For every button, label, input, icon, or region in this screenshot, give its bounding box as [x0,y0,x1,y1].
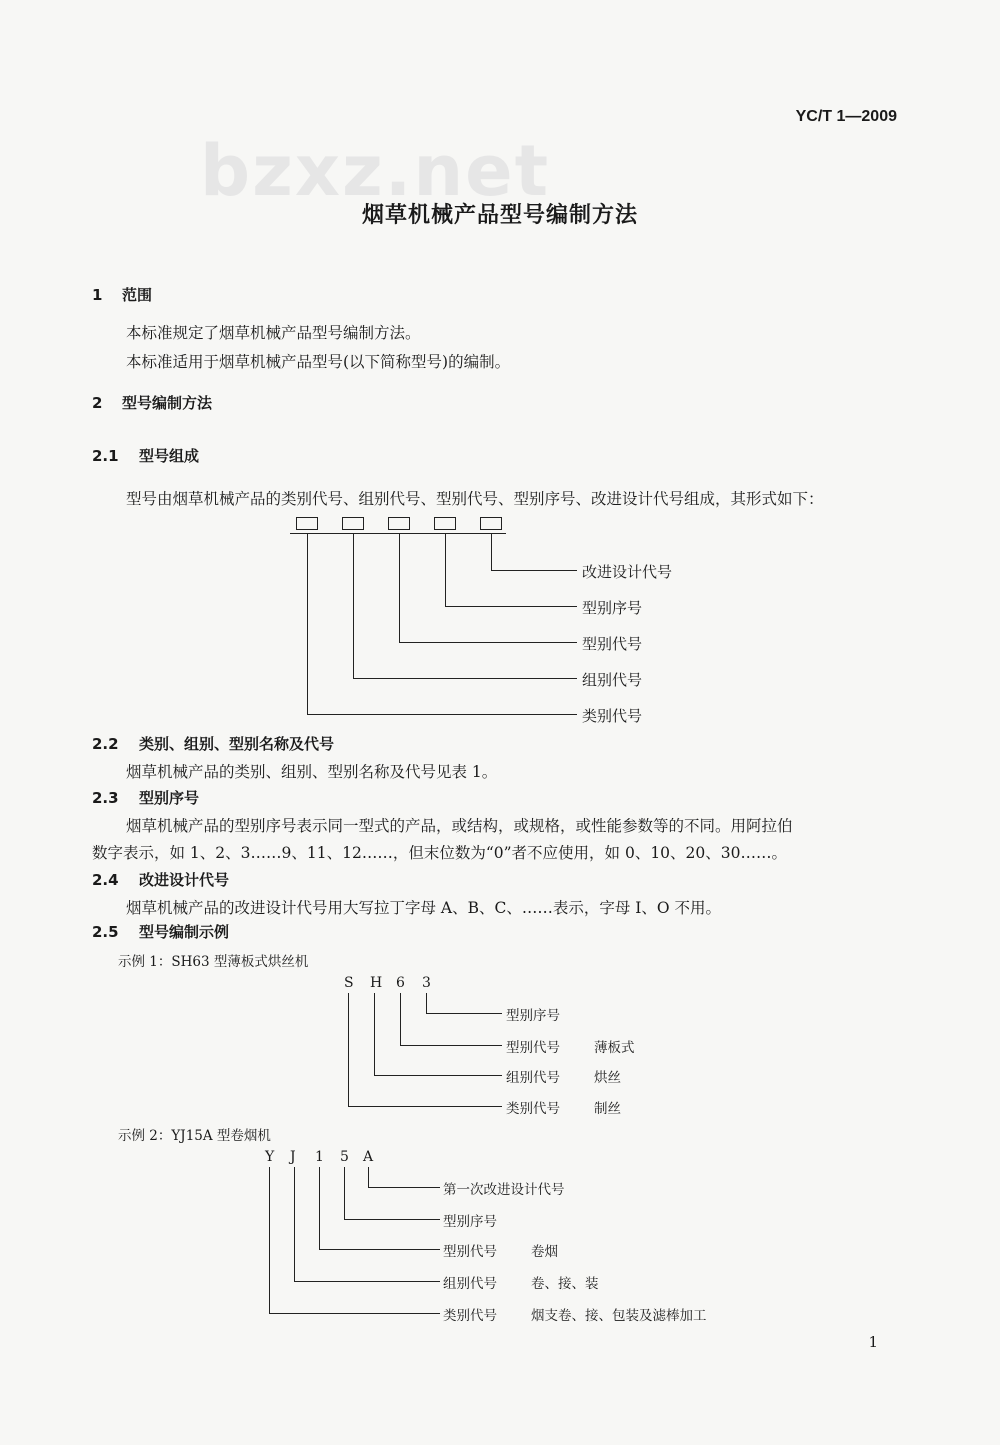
code-box [434,517,456,530]
section-number: 1 [92,286,103,304]
diagram-value: 卷、接、装 [531,1276,599,1292]
section-2-3-heading [92,787,199,808]
leader-line [374,1075,502,1076]
leader-line [445,606,577,607]
leader-line [344,1167,345,1219]
diagram-label: 组别代号 [506,1070,560,1086]
document-title: 烟草机械产品型号编制方法 [361,203,638,228]
section-1-heading [92,284,152,305]
section-number: 2.1 [92,447,119,465]
leader-line [348,993,349,1106]
section-title: 型号组成 [139,447,200,465]
diagram-label: 型别序号 [506,1008,560,1024]
code-char: 5 [340,1149,349,1165]
leader-line [269,1313,440,1314]
code-box [296,517,318,530]
box-underline [290,533,506,534]
code-char: 6 [396,975,405,991]
leader-line [319,1167,320,1249]
section-number: 2 [92,394,103,412]
leader-line [319,1249,440,1250]
diagram-label: 类别代号 [582,707,643,725]
diagram-value: 制丝 [594,1101,621,1117]
diagram-value: 烟支卷、接、包装及滤棒加工 [531,1308,707,1324]
leader-line [445,534,446,606]
diagram-label: 组别代号 [443,1276,497,1292]
section-number: 2.2 [92,735,119,753]
s23-paragraph-2: 数字表示，如 1、2、3……9、11、12……，但末位数为“0”者不应使用，如 0、10、20、30……。 [92,844,787,862]
diagram-value: 薄板式 [594,1040,635,1056]
leader-line [348,1106,502,1107]
leader-line [399,534,400,642]
leader-line [269,1167,270,1313]
code-char: A [363,1149,374,1165]
standard-code: YC/T 1—2009 [795,108,897,125]
section-2-2-heading [92,733,334,754]
section-number: 2.5 [92,923,119,941]
leader-line [491,570,577,571]
leader-line [374,993,375,1075]
leader-line [344,1219,440,1220]
diagram-value: 烘丝 [594,1070,621,1086]
watermark: bzxz.net [200,130,551,212]
diagram-value: 卷烟 [531,1244,558,1260]
section-title: 型号编制示例 [139,923,230,941]
s23-paragraph-1: 烟草机械产品的型别序号表示同一型式的产品，或结构，或规格，或性能参数等的不同。用阿拉伯 [126,817,793,835]
leader-line [368,1187,440,1188]
leader-line [491,534,492,570]
section-title: 型号编制方法 [122,394,213,412]
code-char: J [290,1149,296,1165]
section-title: 范围 [122,286,153,304]
section-2-4-heading [92,869,229,890]
leader-line [307,714,577,715]
leader-line [294,1281,440,1282]
s24-paragraph: 烟草机械产品的改进设计代号用大写拉丁字母 A、B、C、……表示，字母 I、O 不用。 [126,899,722,917]
section-2-5-heading [92,921,229,942]
page-number: 1 [868,1333,878,1351]
leader-line [353,678,577,679]
code-char: Y [265,1149,275,1165]
code-box [480,517,502,530]
code-char: 1 [315,1149,324,1165]
diagram-label: 型别序号 [443,1214,497,1230]
diagram-label: 型别序号 [582,599,643,617]
section-title: 型别序号 [139,789,200,807]
leader-line [399,642,577,643]
section-2-1-heading [92,445,199,466]
leader-line [307,534,308,714]
diagram-label: 类别代号 [506,1101,560,1117]
section-number: 2.4 [92,871,119,889]
example-2-caption: 示例 2：YJ15A 型卷烟机 [118,1128,271,1144]
leader-line [426,1013,502,1014]
section-title: 改进设计代号 [139,871,230,889]
section-title: 类别、组别、型别名称及代号 [139,735,335,753]
diagram-label: 组别代号 [582,671,643,689]
example-1-caption: 示例 1：SH63 型薄板式烘丝机 [118,954,309,970]
s22-paragraph: 烟草机械产品的类别、组别、型别名称及代号见表 1。 [126,763,498,781]
leader-line [353,534,354,678]
leader-line [368,1167,369,1187]
diagram-label: 第一次改进设计代号 [443,1182,565,1198]
code-box [342,517,364,530]
s1-paragraph-2: 本标准适用于烟草机械产品型号(以下简称型号)的编制。 [126,353,511,371]
code-char: 3 [422,975,431,991]
diagram-label: 改进设计代号 [582,563,673,581]
diagram-label: 型别代号 [443,1244,497,1260]
diagram-label: 类别代号 [443,1308,497,1324]
s1-paragraph-1: 本标准规定了烟草机械产品型号编制方法。 [126,324,421,342]
s21-paragraph: 型号由烟草机械产品的类别代号、组别代号、型别代号、型别序号、改进设计代号组成，其形式如下： [126,490,824,508]
section-number: 2.3 [92,789,119,807]
leader-line [426,993,427,1013]
section-2-heading [92,392,212,413]
leader-line [400,993,401,1045]
leader-line [294,1167,295,1281]
diagram-label: 型别代号 [582,635,643,653]
diagram-label: 型别代号 [506,1040,560,1056]
code-char: H [370,975,383,991]
code-box [388,517,410,530]
code-char: S [344,975,354,991]
leader-line [400,1045,502,1046]
